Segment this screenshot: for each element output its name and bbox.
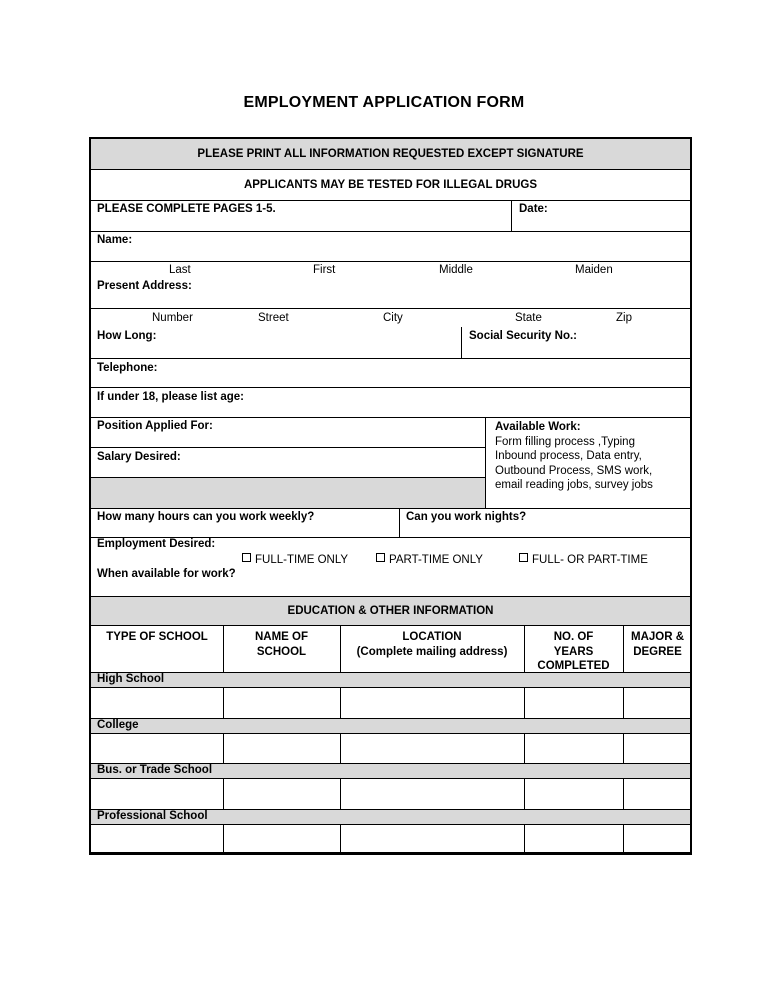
name-part-last: Last (169, 264, 191, 276)
col-major-line: DEGREE (633, 645, 682, 658)
pages-date-row (91, 201, 690, 232)
telephone-row[interactable] (91, 359, 690, 388)
school-type-label: High School (97, 673, 165, 685)
divider (524, 734, 525, 764)
col-years-line: NO. OF (553, 631, 594, 643)
school-label-row (91, 673, 690, 688)
name-part-maiden: Maiden (575, 264, 613, 276)
when-available-label[interactable]: When available for work? (97, 568, 236, 580)
address-part-city: City (383, 312, 403, 324)
name-part-first: First (313, 264, 336, 276)
full-or-part-time-label: FULL- OR PART-TIME (532, 554, 648, 566)
divider (623, 779, 624, 810)
school-entry-row[interactable] (91, 688, 690, 719)
address-part-state: State (515, 312, 542, 324)
position-left (91, 418, 485, 508)
application-form (89, 137, 692, 855)
divider (399, 509, 400, 538)
hours-label[interactable]: How many hours can you work weekly? (97, 511, 315, 523)
full-time-label: FULL-TIME ONLY (255, 554, 349, 566)
name-part-middle: Middle (439, 264, 473, 276)
divider (524, 825, 525, 855)
available-work-heading: Available Work: (495, 421, 581, 433)
drug-notice: APPLICANTS MAY BE TESTED FOR ILLEGAL DRUGS (243, 179, 538, 191)
education-heading: EDUCATION & OTHER INFORMATION (287, 605, 494, 617)
position-field[interactable] (91, 418, 485, 448)
divider (524, 779, 525, 810)
education-heading-row (91, 597, 690, 626)
employment-desired-row (91, 538, 690, 597)
col-years-completed (524, 630, 623, 674)
school-label-row (91, 719, 690, 734)
education-header-row (91, 626, 690, 673)
divider (223, 626, 224, 673)
complete-pages-text: PLEASE COMPLETE PAGES 1-5. (97, 203, 276, 215)
divider (485, 418, 486, 509)
col-location (340, 630, 524, 659)
divider (623, 825, 624, 855)
address-part-number: Number (152, 312, 193, 324)
full-time-option[interactable] (242, 553, 348, 566)
divider (461, 327, 462, 359)
name-row[interactable] (91, 232, 690, 262)
available-work-line: Form filling process ,Typing (495, 435, 635, 448)
divider (340, 688, 341, 719)
school-type-label: Professional School (97, 810, 208, 822)
col-location-line: (Complete mailing address) (356, 645, 508, 658)
age-row[interactable] (91, 388, 690, 418)
instructions-banner (91, 139, 690, 170)
date-label[interactable]: Date: (519, 203, 548, 215)
divider (340, 626, 341, 673)
divider (223, 734, 224, 764)
banner-text: PLEASE PRINT ALL INFORMATION REQUESTED EXCEPT SIGNATURE (197, 148, 584, 160)
divider (623, 626, 624, 673)
address-label: Present Address: (97, 280, 192, 292)
divider (623, 734, 624, 764)
col-years-line: YEARS (553, 645, 594, 658)
col-name-line: NAME OF (254, 631, 309, 643)
position-label: Position Applied For: (97, 420, 213, 432)
divider (524, 626, 525, 673)
divider (223, 825, 224, 855)
school-entry-row[interactable] (91, 779, 690, 810)
ssn-label[interactable]: Social Security No.: (469, 330, 578, 342)
school-label-row (91, 764, 690, 779)
part-time-option[interactable] (376, 553, 483, 566)
available-work-line: email reading jobs, survey jobs (495, 479, 653, 491)
school-type-label: Bus. or Trade School (97, 764, 213, 776)
divider (511, 201, 512, 232)
employment-desired-label: Employment Desired: (97, 538, 216, 550)
col-years-line: COMPLETED (537, 660, 610, 672)
available-work-list (495, 420, 653, 493)
divider (223, 779, 224, 810)
shaded-cell (91, 478, 485, 508)
col-major-degree (623, 630, 692, 659)
col-type-of-school: TYPE OF SCHOOL (106, 631, 208, 643)
divider (340, 825, 341, 855)
nights-label[interactable]: Can you work nights? (406, 511, 527, 523)
how-long-label[interactable]: How Long: (97, 330, 157, 342)
salary-field[interactable] (91, 448, 485, 478)
school-label-row (91, 810, 690, 825)
address-row[interactable] (91, 262, 690, 309)
school-entry-row[interactable] (91, 734, 690, 764)
available-work-line: Inbound process, Data entry, (495, 450, 642, 462)
page-title: EMPLOYMENT APPLICATION FORM (243, 94, 525, 111)
col-major-line: MAJOR & (630, 631, 685, 643)
how-long-row (91, 309, 690, 359)
address-part-street: Street (258, 312, 289, 324)
divider (623, 688, 624, 719)
school-type-label: College (97, 719, 139, 731)
available-work-line: Outbound Process, SMS work, (495, 464, 653, 477)
hours-row (91, 509, 690, 538)
position-block (91, 418, 690, 509)
col-name-of-school (223, 630, 340, 659)
part-time-label: PART-TIME ONLY (389, 554, 483, 566)
name-label: Name: (97, 234, 133, 246)
salary-label: Salary Desired: (97, 451, 181, 463)
address-part-zip: Zip (616, 312, 632, 324)
col-location-line: LOCATION (402, 631, 462, 643)
checkbox-icon[interactable] (519, 553, 528, 562)
divider (524, 688, 525, 719)
age-label: If under 18, please list age: (97, 391, 244, 403)
divider (340, 779, 341, 810)
checkbox-icon[interactable] (242, 553, 251, 562)
col-name-line: SCHOOL (256, 645, 307, 658)
telephone-label: Telephone: (97, 362, 158, 374)
checkbox-icon[interactable] (376, 553, 385, 562)
divider (223, 688, 224, 719)
divider (340, 734, 341, 764)
school-entry-row[interactable] (91, 825, 690, 855)
drug-notice-row (91, 170, 690, 201)
full-or-part-time-option[interactable] (519, 553, 648, 566)
